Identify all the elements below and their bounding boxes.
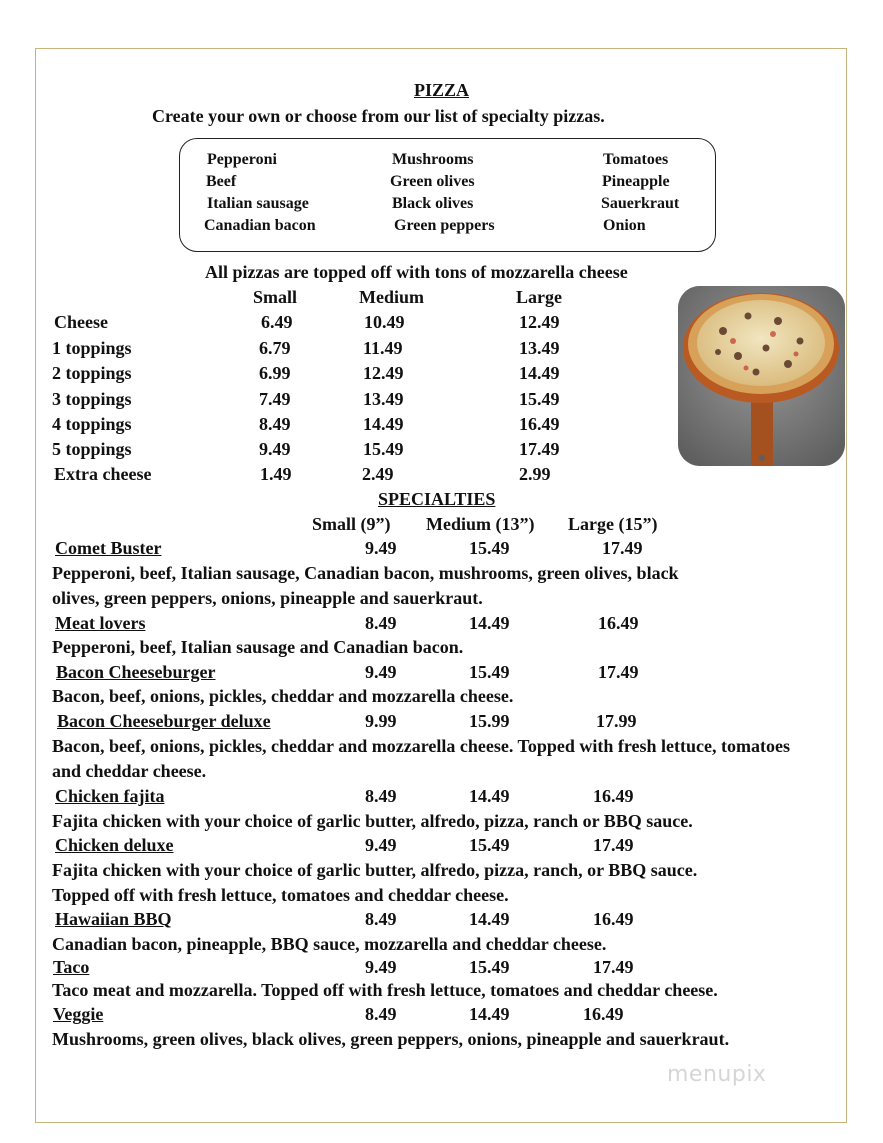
specialty-price-large: 16.49 [593,786,634,806]
specialty-price-small: 9.99 [365,711,397,731]
price-small: 6.79 [259,338,291,358]
size-header-small: Small [253,287,298,307]
specialty-price-small: 8.49 [365,613,397,633]
price-row-label: 1 toppings [52,338,132,358]
spec-header-medium: Medium (13”) [426,514,535,534]
specialty-description: Pepperoni, beef, Italian sausage, Canadian bacon, mushrooms, green olives, black [52,563,679,583]
price-row-label: 5 toppings [52,439,132,459]
page-title: PIZZA [413,80,469,100]
topping-item: Italian sausage [207,195,309,212]
specialty-price-large: 16.49 [593,909,634,929]
specialty-name: Chicken fajita [55,786,165,806]
specialty-price-medium: 15.49 [469,538,510,558]
specialty-price-medium: 15.49 [469,662,510,682]
specialty-price-medium: 14.49 [469,909,510,929]
price-medium: 14.49 [363,414,404,434]
price-medium: 11.49 [363,338,403,358]
specialties-title: SPECIALTIES [378,489,496,509]
specialty-name: Meat lovers [55,613,146,633]
specialty-description: Mushrooms, green olives, black olives, green peppers, onions, pineapple and sauerkraut. [52,1029,730,1049]
specialty-price-small: 8.49 [365,909,397,929]
price-row-label: 2 toppings [52,363,132,383]
specialty-description: Pepperoni, beef, Italian sausage and Canadian bacon. [52,637,464,657]
price-small: 8.49 [259,414,291,434]
specialty-price-medium: 15.49 [469,957,510,977]
specialty-description: Fajita chicken with your choice of garlic butter, alfredo, pizza, ranch, or BBQ sauce. [52,860,698,880]
specialty-price-small: 9.49 [365,835,397,855]
specialty-description: Bacon, beef, onions, pickles, cheddar and mozzarella cheese. Topped with fresh lettuce, tomatoes [52,736,790,756]
specialty-price-medium: 14.49 [469,613,510,633]
specialty-price-large: 16.49 [598,613,639,633]
specialty-description: Canadian bacon, pineapple, BBQ sauce, mozzarella and cheddar cheese. [52,934,607,954]
price-small: 9.49 [259,439,291,459]
specialty-name: Hawaiian BBQ [55,909,172,929]
price-small: 6.99 [259,363,291,383]
specialty-description: Fajita chicken with your choice of garlic butter, alfredo, pizza, ranch or BBQ sauce. [52,811,693,831]
topping-item: Onion [603,217,646,234]
topping-item: Green olives [390,173,475,190]
price-small: 7.49 [259,389,291,409]
price-large: 14.49 [519,363,560,383]
price-large: 12.49 [519,312,560,332]
watermark: menupix [667,1062,767,1087]
specialty-price-medium: 14.49 [469,1004,510,1024]
price-medium: 12.49 [363,363,404,383]
price-row-label: 3 toppings [52,389,132,409]
specialty-price-small: 9.49 [365,662,397,682]
specialty-description: Topped off with fresh lettuce, tomatoes and cheddar cheese. [52,885,509,905]
topping-item: Green peppers [394,217,495,234]
mozzarella-note: All pizzas are topped off with tons of mozzarella cheese [205,262,628,282]
price-medium: 2.49 [362,464,394,484]
specialty-price-medium: 15.49 [469,835,510,855]
price-small: 6.49 [261,312,293,332]
price-row-label: 4 toppings [52,414,132,434]
price-large: 13.49 [519,338,560,358]
price-large: 17.49 [519,439,560,459]
page-subtitle: Create your own or choose from our list of specialty pizzas. [152,106,605,126]
specialty-price-small: 9.49 [365,538,397,558]
specialty-price-large: 17.99 [596,711,637,731]
specialty-price-small: 8.49 [365,786,397,806]
specialty-price-large: 17.49 [593,957,634,977]
specialty-price-medium: 15.99 [469,711,510,731]
price-row-label: Cheese [54,312,108,332]
specialty-price-small: 8.49 [365,1004,397,1024]
pizza-photo [678,286,845,466]
topping-item: Sauerkraut [601,195,680,212]
price-large: 15.49 [519,389,560,409]
specialty-price-small: 9.49 [365,957,397,977]
specialty-description: olives, green peppers, onions, pineapple and sauerkraut. [52,588,483,608]
topping-item: Black olives [392,195,474,212]
topping-item: Tomatoes [603,151,669,168]
specialty-name: Comet Buster [55,538,162,558]
price-small: 1.49 [260,464,292,484]
topping-item: Pineapple [602,173,670,190]
specialty-description: Taco meat and mozzarella. Topped off with fresh lettuce, tomatoes and cheddar cheese. [52,980,718,1000]
price-medium: 10.49 [364,312,405,332]
topping-item: Mushrooms [392,151,474,168]
specialty-price-large: 17.49 [593,835,634,855]
specialty-name: Bacon Cheeseburger [56,662,216,682]
spec-header-large: Large (15”) [568,514,658,534]
price-large: 2.99 [519,464,551,484]
specialty-description: and cheddar cheese. [52,761,207,781]
specialty-name: Veggie [53,1004,104,1024]
specialty-name: Taco [53,957,90,977]
topping-item: Beef [206,173,237,190]
specialty-name: Chicken deluxe [55,835,174,855]
specialty-price-medium: 14.49 [469,786,510,806]
price-large: 16.49 [519,414,560,434]
specialty-price-large: 17.49 [598,662,639,682]
specialty-name: Bacon Cheeseburger deluxe [57,711,271,731]
price-row-label: Extra cheese [54,464,152,484]
specialty-description: Bacon, beef, onions, pickles, cheddar and mozzarella cheese. [52,686,514,706]
topping-item: Canadian bacon [204,217,316,234]
specialty-price-large: 17.49 [602,538,643,558]
topping-item: Pepperoni [207,151,277,168]
price-medium: 13.49 [363,389,404,409]
specialty-price-large: 16.49 [583,1004,624,1024]
size-header-medium: Medium [359,287,424,307]
spec-header-small: Small (9”) [312,514,391,534]
size-header-large: Large [516,287,562,307]
price-medium: 15.49 [363,439,404,459]
